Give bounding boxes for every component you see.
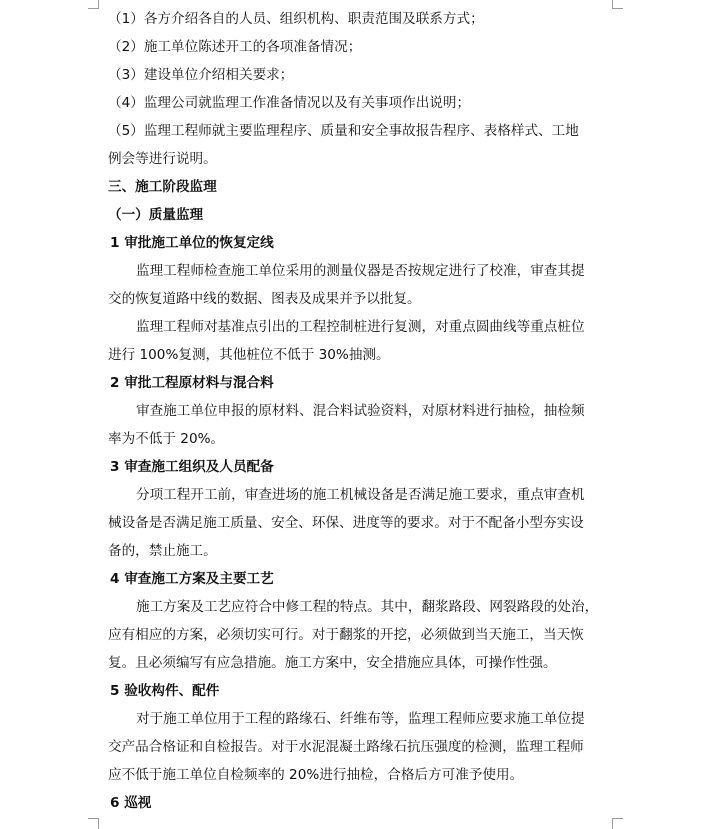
- paragraph-line: 交的恢复道路中线的数据、图表及成果并予以批复。: [108, 291, 421, 307]
- page-corner-mark: [612, 818, 623, 829]
- item-heading: 6 巡视: [110, 795, 152, 811]
- page-corner-mark: [88, 0, 99, 9]
- paragraph-line: 交产品合格证和自检报告。对于水泥混凝土路缘石抗压强度的检测，监理工程师: [108, 739, 584, 755]
- paragraph-line: 复。且必须编写有应急措施。施工方案中，安全措施应具体，可操作性强。: [108, 655, 557, 671]
- paragraph-line: 对于施工单位用于工程的路缘石、纤维布等，监理工程师应要求施工单位提: [136, 711, 585, 727]
- paragraph-line: 备的，禁止施工。: [108, 543, 217, 559]
- page-corner-mark: [88, 818, 99, 829]
- document-body: [108, 5, 613, 817]
- list-item: （1）各方介绍各自的人员、组织机构、职责范围及联系方式；: [108, 11, 484, 27]
- item-heading: 4 审查施工方案及主要工艺: [110, 571, 274, 587]
- paragraph-line: 进行 100%复测，其他桩位不低于 30%抽测。: [108, 347, 390, 363]
- paragraph-line: 分项工程开工前，审查进场的施工机械设备是否满足施工要求，重点审查机: [136, 487, 585, 503]
- paragraph-line: 施工方案及工艺应符合中修工程的特点。其中，翻浆路段、网裂路段的处治，: [136, 599, 599, 615]
- list-item: （2）施工单位陈述开工的各项准备情况；: [108, 39, 362, 55]
- subsection-heading: （一）质量监理: [108, 207, 204, 223]
- list-item: （3）建设单位介绍相关要求；: [108, 67, 294, 83]
- item-heading: 2 审批工程原材料与混合料: [110, 375, 274, 391]
- paragraph-line: 监理工程师检查施工单位采用的测量仪器是否按规定进行了校准，审查其提: [136, 263, 585, 279]
- paragraph-line: 审查施工单位申报的原材料、混合料试验资料，对原材料进行抽检，抽检频: [136, 403, 585, 419]
- page-corner-mark: [612, 0, 623, 9]
- list-item: （5）监理工程师就主要监理程序、质量和安全事故报告程序、表格样式、工地: [108, 123, 579, 139]
- paragraph-line: 械设备是否满足施工质量、安全、环保、进度等的要求。对于不配备小型夯实设: [108, 515, 584, 531]
- item-heading: 3 审查施工组织及人员配备: [110, 459, 274, 475]
- list-item: （4）监理公司就监理工作准备情况以及有关事项作出说明；: [108, 95, 471, 111]
- list-item-continuation: 例会等进行说明。: [108, 151, 217, 167]
- item-heading: 1 审批施工单位的恢复定线: [110, 235, 274, 251]
- paragraph-line: 监理工程师对基准点引出的工程控制桩进行复测，对重点圆曲线等重点桩位: [136, 319, 585, 335]
- section-heading: 三、施工阶段监理: [108, 179, 217, 195]
- item-heading: 5 验收构件、配件: [110, 683, 220, 699]
- paragraph-line: 率为不低于 20%。: [108, 431, 225, 447]
- paragraph-line: 应不低于施工单位自检频率的 20%进行抽检，合格后方可准予使用。: [108, 767, 524, 783]
- paragraph-line: 应有相应的方案，必须切实可行。对于翻浆的开挖，必须做到当天施工，当天恢: [108, 627, 584, 643]
